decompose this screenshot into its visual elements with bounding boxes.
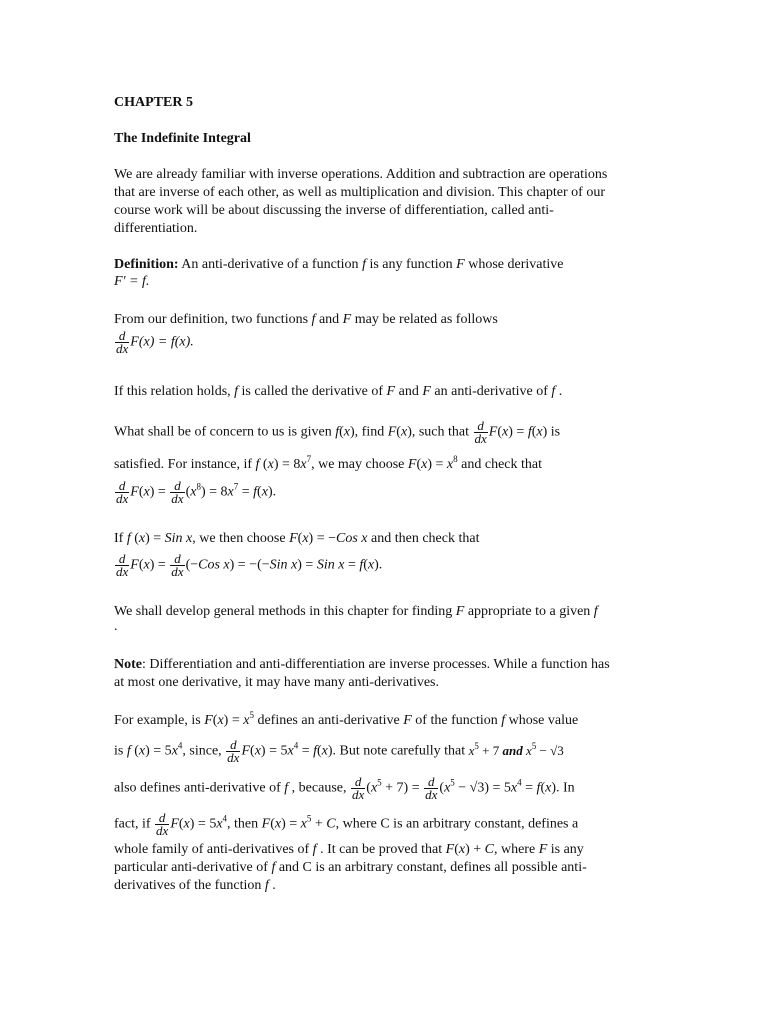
intro-line: that are inverse of each other, as well as multiplication and division. This chapter of our bbox=[114, 185, 605, 200]
definition-line: Definition: An anti-derivative of a function f is any function F whose derivative bbox=[114, 257, 564, 272]
note-line: Note: Differentiation and anti-differentiation are inverse processes. While a function has bbox=[114, 657, 610, 672]
sin-line: If f (x) = Sin x, we then choose F(x) = −Cos x and then check that bbox=[114, 531, 480, 546]
intro-line: differentiation. bbox=[114, 221, 198, 236]
example-line-3: also defines anti-derivative of f , because, $\frac{d}{dx}$ $(x^5 + 7)$ = $\frac{d}{dx}$ $(x^5 - √3) = 5x^4 = f(x)$. In bbox=[114, 774, 575, 802]
concern-line: What shall be of concern to us is given f(x), find F(x), such that $\frac{d}{dx}$ F(x) = f(x) is bbox=[114, 418, 561, 446]
concern-line-2: satisfied. For instance, if f $(x) = 8x^7$, we may choose $F(x) = x^8$ and check that bbox=[114, 454, 542, 472]
definition-label: Definition: bbox=[114, 257, 179, 272]
note-line-2: at most one derivative, it may have many anti-derivatives. bbox=[114, 675, 440, 690]
definition-equation: F′ = f. bbox=[114, 274, 150, 289]
relation-equation: $\frac{d}{dx}$ F(x) = f(x). bbox=[116, 328, 194, 356]
check-equation-1: $\frac{d}{dx}$ F(x) = $\frac{d}{dx}$ $(x^8) = 8x^7 = f(x)$. bbox=[116, 478, 277, 506]
example-line-7: derivatives of the function f . bbox=[114, 878, 276, 893]
example-line-6: particular anti-derivative of f and C is an arbitrary constant, defines all possible anti- bbox=[114, 860, 587, 875]
general-line: We shall develop general methods in this chapter for finding F appropriate to a given f bbox=[114, 604, 598, 619]
intro-paragraph bbox=[114, 166, 640, 238]
section-title: The Indefinite Integral bbox=[114, 131, 251, 146]
chapter-heading: CHAPTER 5 bbox=[114, 95, 193, 110]
intro-line: We are already familiar with inverse operations. Addition and subtraction are operations bbox=[114, 167, 608, 182]
check-equation-2: $\frac{d}{dx}$ F(x) = $\frac{d}{dx}$ (−Cos x) = −(−Sin x) = Sin x = f(x). bbox=[116, 551, 383, 579]
holds-line: If this relation holds, f is called the derivative of F and F an anti-derivative of f . bbox=[114, 384, 563, 399]
note-label: Note bbox=[114, 657, 142, 672]
relation-line: From our definition, two functions f and F may be related as follows bbox=[114, 312, 498, 327]
example-line-1: For example, is $F(x) = x^5$ defines an anti-derivative F of the function f whose value bbox=[114, 710, 579, 728]
example-line-4: fact, if $\frac{d}{dx}$ $F(x) = 5x^4$, then $F(x) = x^5 + C$, where C is an arbitrary constant, defines a bbox=[114, 810, 579, 838]
example-line-2: is f $(x) = 5x^4$, since, $\frac{d}{dx}$ $F(x) = 5x^4 = f(x)$. But note carefully that $x^5 + 7$ and $x^5 - √3$ bbox=[114, 737, 564, 765]
example-line-5: whole family of anti-derivatives of f . It can be proved that F(x) + C, where F is any bbox=[114, 842, 584, 857]
intro-line: course work will be about discussing the inverse of differentiation, called anti- bbox=[114, 203, 554, 218]
general-period: . bbox=[114, 619, 118, 634]
